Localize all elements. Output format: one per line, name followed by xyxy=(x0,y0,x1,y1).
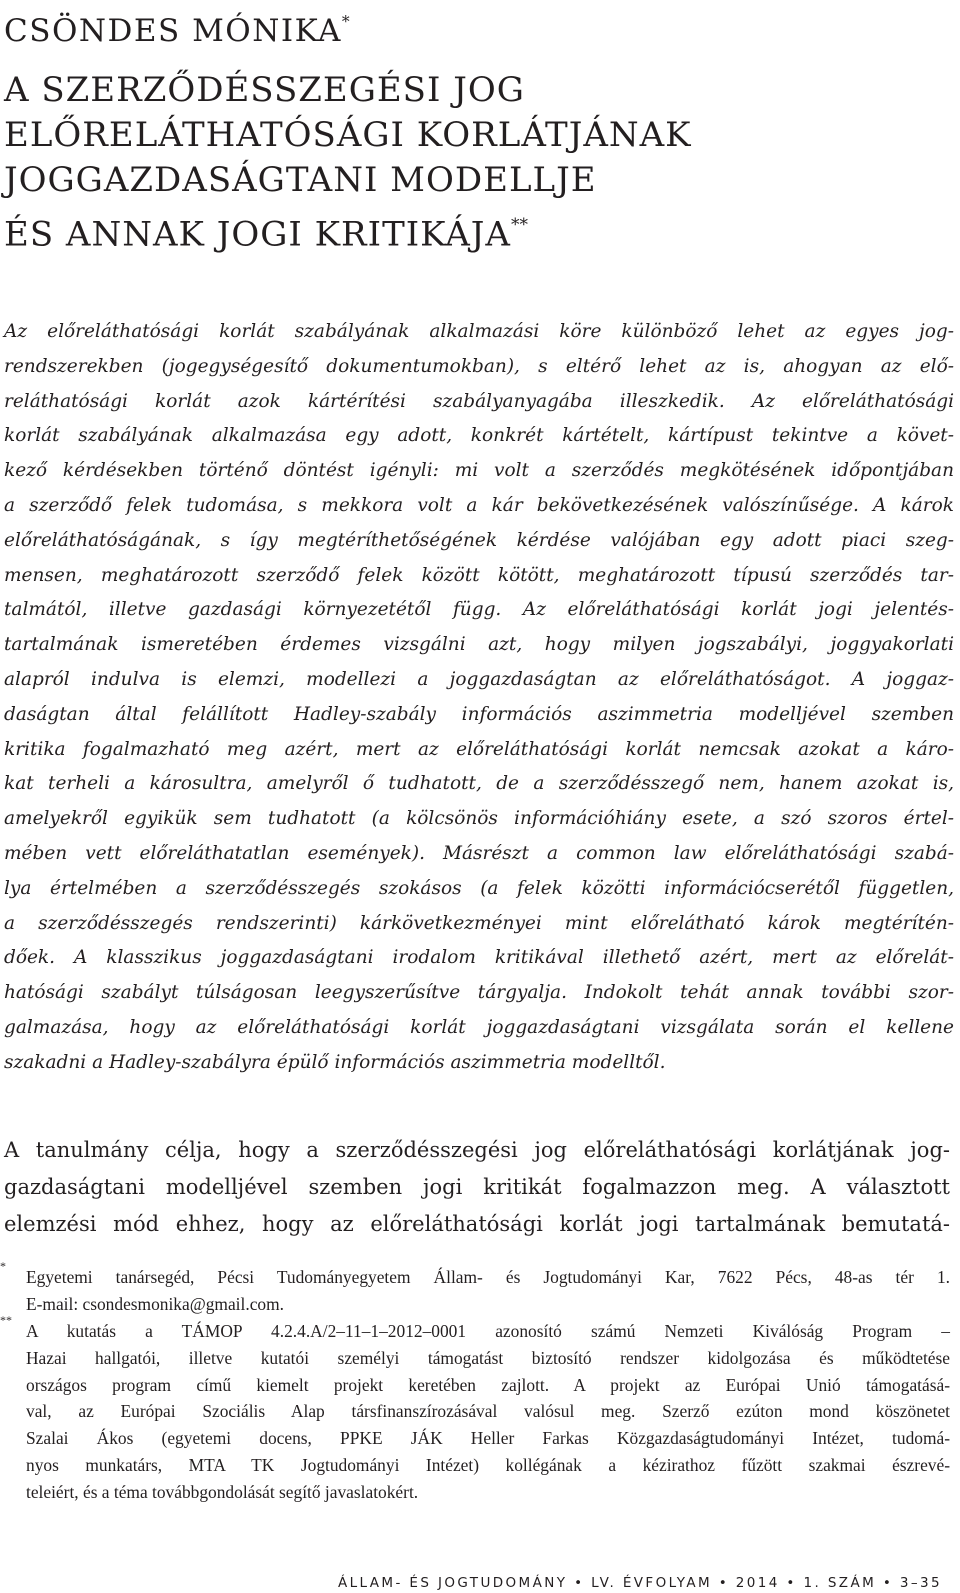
title-footnote-mark[interactable]: ** xyxy=(510,215,528,235)
footnote-line: teleiért, és a téma továbbgondolását segítő javaslatokért. xyxy=(26,1482,419,1503)
footnote-mark: ** xyxy=(0,1312,12,1327)
footnote-line: országos program című kiemelt projekt keretében zajlott. A projekt az Európai Unió támogatásá- xyxy=(26,1374,950,1395)
body-text xyxy=(4,1132,950,1243)
abstract-line: hatósági szabályt túlságosan leegyszerűsítve tárgyalja. Indokolt tehát annak további szor- xyxy=(4,982,954,1004)
abstract-line: szakadni a Hadley-szabályra épülő információs aszimmetria modelltől. xyxy=(4,1051,666,1073)
abstract-line: Az előreláthatósági korlát szabályának alkalmazási köre különböző lehet az egyes jog- xyxy=(4,321,954,342)
body-line: gazdaságtani modelljével szemben jogi kritikát fogalmazzon meg. A választott xyxy=(4,1175,950,1199)
abstract-line: kat terheli a károsultra, amelyről ő tudhatott, de a szerződésszegő nem, hanem azokat is, xyxy=(4,773,954,795)
author-name xyxy=(4,4,350,49)
abstract-line: lya értelmében a szerződésszegés szokásos (a felek közötti információcserétől független, xyxy=(4,877,954,899)
footnote-funding xyxy=(0,1312,950,1506)
abstract-line: kritika fogalmazható meg azért, mert az előreláthatósági korlát nemcsak azokat a káro- xyxy=(4,738,954,760)
article-title xyxy=(4,68,692,257)
body-line: elemzési mód ehhez, hogy az előreláthatósági korlát jogi tartalmának bemutatá- xyxy=(4,1212,950,1236)
footnote-line: A kutatás a TÁMOP 4.2.4.A/2–11–1–2012–0001 azonosító számú Nemzeti Kiválóság Program – xyxy=(26,1320,950,1341)
body-line: A tanulmány célja, hogy a szerződésszegési jog előreláthatósági korlátjának jog- xyxy=(4,1138,950,1162)
abstract-line: galmazása, hogy az előreláthatósági korlát joggazdaságtani vizsgálata során el kellene xyxy=(4,1016,954,1038)
footnote-mark: * xyxy=(0,1259,6,1273)
author-name-text: CSÖNDES MÓNIKA xyxy=(4,12,342,49)
footnote-line: Egyetemi tanársegéd, Pécsi Tudományegyetem Állam- és Jogtudományi Kar, 7622 Pécs, 48-as tér 1. xyxy=(26,1267,950,1287)
abstract-line: mében vett előreláthatatlan események). Másrészt a common law előreláthatósági szabá- xyxy=(4,842,954,864)
footnote-line: E-mail: csondesmonika@gmail.com. xyxy=(26,1293,284,1314)
footnote-author xyxy=(0,1259,950,1318)
abstract-line: előreláthatóságának, s így megtéríthetőségének kérdése valójában egy adott piaci szeg- xyxy=(4,529,954,551)
author-footnote-mark[interactable]: * xyxy=(341,13,350,31)
footnote-line: Hazai hallgatói, illetve kutatói személyi támogatást biztosító rendszer kidolgozása és működtetése xyxy=(26,1347,950,1368)
title-line-last xyxy=(4,203,692,257)
abstract xyxy=(4,315,954,1081)
abstract-line: korlát szabályának alkalmazása egy adott, konkrét kártételt, kártípust tekintve a követ- xyxy=(4,425,954,447)
title-line: JOGGAZDASÁGTANI MODELLJE xyxy=(4,160,597,200)
abstract-line: daságtan által felállított Hadley-szabály információs aszimmetria modelljével szemben xyxy=(4,703,954,725)
abstract-line: tartalmának ismeretében érdemes vizsgálni azt, hogy milyen jogszabályi, joggyakorlati xyxy=(4,634,954,656)
abstract-line: amelyekről egyikük sem tudhatott (a kölcsönös információhiány esete, a szó szoros értel- xyxy=(4,808,954,830)
footnote-line: Szalai Ákos (egyetemi docens, PPKE JÁK Heller Farkas Közgazdaságtudományi Intézet, tudomá- xyxy=(26,1428,950,1449)
abstract-line: a szerződő felek tudomása, s mekkora volt a kár bekövetkezésének valószínűsége. A károk xyxy=(4,494,954,516)
title-line-text: ÉS ANNAK JOGI KRITIKÁJA xyxy=(4,214,511,255)
footnote-line: nyos munkatárs, MTA TK Jogtudományi Intézet) kollégának a kézirathoz fűzött szakmai észrevé- xyxy=(26,1455,950,1476)
abstract-line: mensen, meghatározott szerződő felek között kötött, meghatározott típusú szerződés tar- xyxy=(4,564,954,586)
running-footer: ÁLLAM- ÉS JOGTUDOMÁNY • LV. ÉVFOLYAM • 2014 • 1. SZÁM • 3–35 xyxy=(338,1575,942,1591)
abstract-line: a szerződésszegés rendszerinti) kárkövetkezményei mint előrelátható károk megtérítén- xyxy=(4,912,954,934)
footnotes xyxy=(0,1259,950,1506)
abstract-line: rendszerekben (jogegységesítő dokumentumokban), s eltérő lehet az is, ahogyan az elő- xyxy=(4,355,954,377)
abstract-line: kező kérdésekben történő döntést igényli: mi volt a szerződés megkötésének időpontjában xyxy=(4,460,954,482)
abstract-line: reláthatósági korlát azok kártérítési szabályanyagába illeszkedik. Az előreláthatósági xyxy=(4,390,954,412)
title-line: ELŐRELÁTHATÓSÁGI KORLÁTJÁNAK xyxy=(4,115,692,155)
abstract-line: alapról indulva is elemzi, modellezi a joggazdaságtan az előreláthatóságot. A joggaz- xyxy=(4,668,954,690)
abstract-line: dőek. A klasszikus joggazdaságtani irodalom kritikával illethető azért, mert az előrelát- xyxy=(4,947,954,969)
footnote-line: val, az Európai Szociális Alap társfinanszírozásával valósul meg. Szerző ezúton mond köszönetet xyxy=(26,1401,950,1422)
title-line: A SZERZŐDÉSSZEGÉSI JOG xyxy=(4,70,525,110)
abstract-line: talmától, illetve gazdasági környezetétől függ. Az előreláthatósági korlát jogi jelentés- xyxy=(4,599,954,621)
